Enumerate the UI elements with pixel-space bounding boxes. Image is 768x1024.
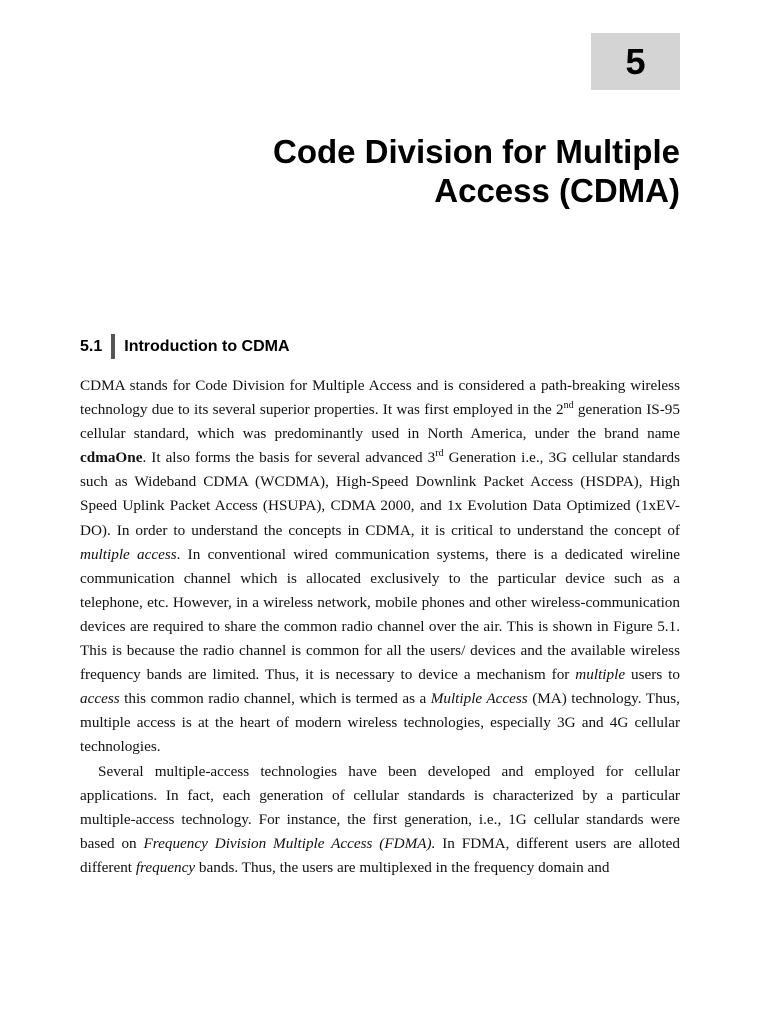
text-run: this common radio channel, which is termed as a [119,690,431,708]
chapter-number: 5 [625,40,646,82]
text-run: generation IS-95 cellular standard, which was predominantly used in North America, under the brand name [80,401,680,443]
paragraph-1 [80,374,680,760]
chapter-title-line-2: Access (CDMA) [434,172,680,209]
section-heading [80,334,290,359]
text-run: . It also forms the basis for several advanced 3 [142,449,436,467]
chapter-number-box [591,33,680,90]
text-run: . In conventional wired communication systems, there is a dedicated wireline communication channel which is allocated exclusively to the particular device such as a telephone, etc. However, in a wireless network, mobile phones and other wireless-communication devices are required to share the common radio channel over the air. This is shown in Figure 5.1. This is because the radio channel is common for all the users/ devices and the available wireless frequency bands are limited. Thus, it is necessary to device a mechanism for [80,545,680,684]
text-run: CDMA stands for Code Division for Multiple Access and is considered a path-breaking wireless technology due to its several superior properties. It was first employed in the 2 [80,377,680,419]
bold-term: cdmaOne [80,449,143,467]
section-divider-bar [111,334,115,359]
chapter-title-line-1: Code Division for Multiple [272,133,680,170]
superscript: rd [435,448,444,460]
section-title: Introduction to CDMA [124,337,290,355]
italic-term: multiple access [80,545,177,563]
text-run: Generation i.e., 3G cellular standards such as Wideband CDMA (WCDMA), High-Speed Downlink Packet Access (HSDPA), High Speed Uplink Packet Access (HSUPA), CDMA 2000, and 1x Evolution Data Optimized (1xEV-DO). In order to understand the concepts in CDMA, it is critical to understand the concept of [80,449,681,539]
text-run: users to [625,666,680,684]
italic-term: access [80,690,120,708]
body-text [80,374,680,880]
chapter-title [120,132,680,210]
text-run: Several multiple-access technologies have been developed and employed for cellular applications. In fact, each generation of cellular standards is characterized by a particular multiple-access technology. For instance, the first generation, i.e., 1G cellular standards were based on [80,762,680,852]
italic-term: Frequency Division Multiple Access (FDMA). [143,834,436,852]
text-run: (MA) technology. Thus, multiple access is at the heart of modern wireless technologies, especially 3G and 4G cellular technologies. [80,690,680,756]
italic-term: Multiple Access [430,690,528,708]
paragraph-2 [80,760,680,880]
italic-term: frequency [135,858,196,876]
italic-term: multiple [575,666,626,684]
section-number: 5.1 [80,337,103,355]
superscript: nd [563,400,574,412]
text-run: In FDMA, different users are alloted different [80,834,680,876]
text-run: bands. Thus, the users are multiplexed in the frequency domain and [195,858,610,876]
